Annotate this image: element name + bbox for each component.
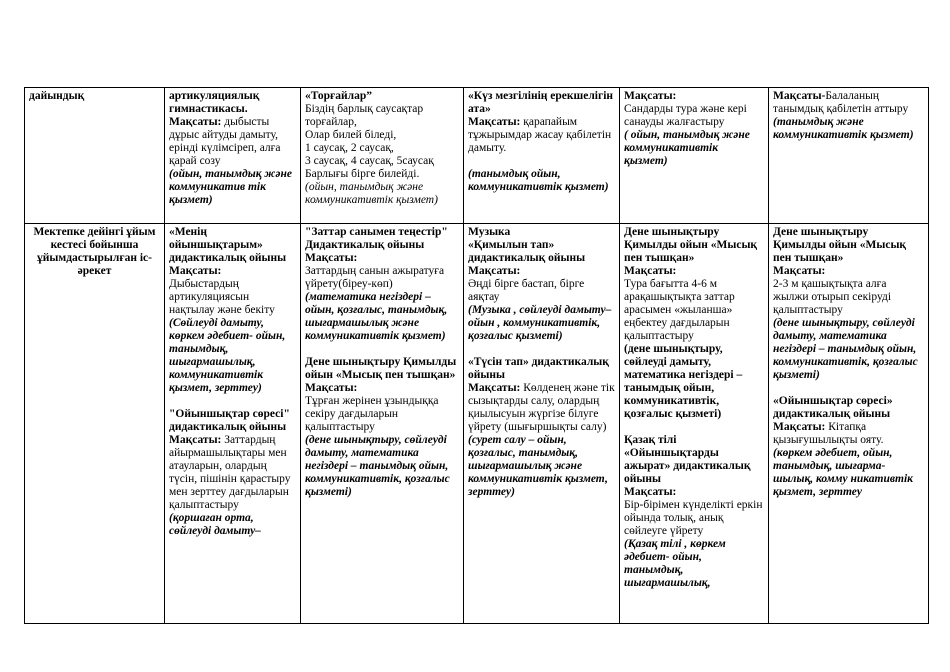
paragraph-text: 1 саусақ, 2 саусақ,: [305, 142, 394, 154]
paragraph-text: артикуляциялық гимнастикасы.: [169, 90, 260, 115]
cell-paragraph: [773, 447, 924, 499]
cell-paragraph: [624, 278, 764, 343]
cell-monday-activity: [165, 224, 301, 624]
cell-paragraph: [624, 343, 764, 421]
paragraph-text: Мақсаты:: [773, 265, 826, 277]
paragraph-text: Барлығы бірге билейді.: [305, 168, 420, 180]
lesson-plan-table: [24, 87, 929, 624]
cell-paragraph: [468, 265, 615, 278]
paragraph-text: 2-3 м қашықтықта алға жылжи отырып секіруді қалыптастыру: [773, 278, 892, 316]
cell-paragraph: [305, 395, 459, 434]
paragraph-text: Дене шынықтыру Қимылды ойын «Мысық пен тышқан»: [624, 226, 758, 264]
cell-paragraph: [305, 356, 459, 382]
cell-paragraph: [468, 239, 615, 265]
table-row-organized-activity: [25, 224, 929, 624]
paragraph-text: (ойын, танымдық және коммуникативтік қызмет): [305, 181, 438, 206]
cell-paragraph: [468, 168, 615, 194]
paragraph-text: «Ойыншықтарды ажырат» дидактикалық ойыны: [624, 447, 751, 485]
cell-thursday-prep: [620, 88, 769, 224]
paragraph-text: Дене шынықтыру Қимылды ойын «Мысық пен тышқан»: [773, 226, 907, 264]
paragraph-text: Қазақ тілі: [624, 434, 677, 446]
paragraph-gap: [468, 343, 615, 356]
paragraph-text: Мақсаты-: [773, 90, 826, 102]
paragraph-text: «Түсін тап» дидактикалық ойыны: [468, 356, 609, 381]
paragraph-continuation: Көлденең және тік сызықтарды салу, олардың қиылысуын жүргізе білуге үйрету (шығыршықты салу): [468, 382, 615, 433]
cell-paragraph: [169, 512, 296, 538]
paragraph-text: (қоршаған орта, сөйлеуді дамыту–: [169, 512, 261, 537]
cell-paragraph: [305, 434, 459, 499]
row-header-preparation: дайындық: [25, 88, 165, 224]
paragraph-text: «Күз мезгілінің ерекшелігін ата»: [468, 90, 614, 115]
cell-paragraph: [624, 499, 764, 538]
paragraph-text: (дене шынықтыру, сөйлеуді дамыту, математика негіздері – танымдық ойын, коммуникативтік, қозғалыс қызметі): [624, 343, 743, 420]
paragraph-text: Тура бағытта 4-6 м арақашықтықта заттар арасымен «жыланша» еңбектеу дағдыларын қалыптастыру: [624, 278, 735, 342]
paragraph-continuation: Балаланың танымдық қабілетін аттыру: [773, 90, 909, 115]
cell-paragraph: [468, 90, 615, 116]
cell-paragraph: [305, 252, 459, 265]
paragraph-text: Мақсаты:: [305, 252, 358, 264]
cell-paragraph: [773, 395, 924, 421]
paragraph-text: Мақсаты:: [305, 382, 358, 394]
paragraph-text: Мақсаты:: [169, 265, 222, 277]
paragraph-text: Бір-бірімен күнделікті еркін ойында толық, анық сөйлеуге үйрету: [624, 499, 763, 537]
paragraph-text: (көркем әдебиет, ойын, танымдық, шығарма-шылық, комму никативтік қызмет, зерттеу: [773, 447, 913, 498]
paragraph-gap: [169, 395, 296, 408]
paragraph-text: Мақсаты:: [169, 116, 222, 128]
paragraph-text: Сандарды тура және кері санауды жалғастыру: [624, 103, 747, 128]
paragraph-text: Заттардың санын ажыратуға үйрету(біреу-көп): [305, 265, 445, 290]
paragraph-text: Дыбыстардың артикуляциясын нақтылау және бекіту: [169, 278, 275, 316]
cell-paragraph: [169, 168, 296, 207]
cell-paragraph: [169, 278, 296, 317]
cell-paragraph: [305, 382, 459, 395]
cell-paragraph: [169, 434, 296, 512]
paragraph-continuation: Заттардың айырмашылықтары мен атауларын, олардың түсін, пішінін қарастыру мен зерттеу дағдыларын қалыптастыру: [169, 434, 291, 511]
cell-paragraph: [468, 434, 615, 499]
cell-paragraph: [305, 291, 459, 343]
cell-paragraph: [624, 434, 764, 447]
cell-paragraph: [773, 265, 924, 278]
paragraph-continuation: қарапайым тұжырымдар жасау қабілетін дамыту.: [468, 116, 612, 154]
cell-paragraph: [624, 90, 764, 103]
cell-paragraph: [305, 265, 459, 291]
cell-monday-prep: [165, 88, 301, 224]
paragraph-text: Мақсаты:: [624, 90, 677, 102]
cell-paragraph: [468, 226, 615, 239]
cell-paragraph: [624, 103, 764, 129]
paragraph-text: (Сөйлеуді дамыту, көркем әдебиет- ойын, танымдық, шығармашылық, коммуникативтік қызмет, зерттеу): [169, 317, 286, 394]
cell-paragraph: [305, 129, 459, 142]
cell-paragraph: [305, 168, 459, 181]
cell-paragraph: [468, 356, 615, 382]
paragraph-text: Дене шынықтыру Қимылды ойын «Мысық пен тышқан»: [305, 356, 457, 381]
cell-paragraph: [305, 155, 459, 168]
paragraph-text: 3 саусақ, 4 саусақ, 5саусақ: [305, 155, 434, 167]
cell-paragraph: [169, 408, 296, 434]
paragraph-text: (танымдық ойын, коммуникативтік қызмет): [468, 168, 609, 193]
cell-paragraph: [624, 265, 764, 278]
cell-wednesday-activity: [464, 224, 620, 624]
paragraph-gap: [624, 421, 764, 434]
cell-paragraph: [169, 226, 296, 265]
paragraph-text: Мақсаты:: [468, 116, 521, 128]
cell-paragraph: [169, 265, 296, 278]
cell-paragraph: [624, 129, 764, 168]
paragraph-text: «Қимылын тап» дидактикалық ойыны: [468, 239, 586, 264]
row-header-organized-activity: Мектепке дейінгі ұйым кестесі бойынша ұйымдастырылған іс-әрекет: [25, 224, 165, 624]
cell-paragraph: [773, 90, 924, 116]
paragraph-continuation: дыбысты дұрыс айтуды дамыту, ерінді күлімсіреп, алға қарай созу: [169, 116, 281, 167]
cell-paragraph: [169, 90, 296, 116]
cell-paragraph: [468, 278, 615, 304]
table-row-preparation: [25, 88, 929, 224]
cell-paragraph: [468, 304, 615, 343]
paragraph-text: ( ойын, танымдық және коммуникативтік қызмет): [624, 129, 750, 167]
paragraph-text: (математика негіздері – ойын, қозғалыс, танымдық, шығармашылық және коммуникативтік қызмет): [305, 291, 448, 342]
cell-paragraph: [305, 142, 459, 155]
cell-thursday-activity: [620, 224, 769, 624]
paragraph-gap: [468, 155, 615, 168]
paragraph-text: Мақсаты:: [624, 486, 677, 498]
cell-wednesday-prep: [464, 88, 620, 224]
paragraph-text: Біздің барлық саусақтар торғайлар,: [305, 103, 424, 128]
cell-paragraph: [305, 226, 459, 252]
cell-paragraph: [624, 486, 764, 499]
cell-friday-activity: [769, 224, 929, 624]
paragraph-text: Тұрған жерінен ұзындыққа секіру дағдыларын қалыптастыру: [305, 395, 439, 433]
cell-paragraph: [773, 116, 924, 142]
cell-paragraph: [468, 116, 615, 155]
paragraph-text: (дене шынықтыру, сөйлеуді дамыту, математика негіздері – танымдық ойын, коммуникативтік, қозғалыс қызметі): [773, 317, 918, 381]
cell-paragraph: [169, 317, 296, 395]
paragraph-text: (дене шынықтыру, сөйлеуді дамыту, математика негіздері – танымдық ойын, коммуникативтік, қозғалыс қызметі): [305, 434, 450, 498]
cell-paragraph: [773, 317, 924, 382]
cell-paragraph: [169, 116, 296, 168]
paragraph-text: Мақсаты:: [468, 265, 521, 277]
paragraph-text: Мақсаты:: [624, 265, 677, 277]
cell-paragraph: [624, 538, 764, 590]
cell-friday-prep: [769, 88, 929, 224]
paragraph-text: Олар билей біледі,: [305, 129, 397, 141]
paragraph-text: «Ойыншықтар сөресі» дидактикалық ойыны: [773, 395, 893, 420]
paragraph-text: Мақсаты:: [468, 382, 521, 394]
paragraph-text: «Торғайлар”: [305, 90, 372, 102]
paragraph-gap: [773, 382, 924, 395]
paragraph-text: Музыка: [468, 226, 511, 238]
paragraph-text: (Қазақ тілі , көркем әдебиет- ойын, танымдық, шығармашылық,: [624, 538, 726, 589]
paragraph-text: «Менің ойыншықтарым» дидактикалық ойыны: [169, 226, 287, 264]
cell-paragraph: [773, 278, 924, 317]
cell-paragraph: [305, 181, 459, 207]
cell-tuesday-prep: [301, 88, 464, 224]
paragraph-text: Мақсаты:: [773, 421, 826, 433]
paragraph-text: (танымдық және коммуникативтік қызмет): [773, 116, 914, 141]
cell-paragraph: [773, 226, 924, 265]
paragraph-gap: [305, 343, 459, 356]
cell-paragraph: [624, 447, 764, 486]
cell-paragraph: [773, 421, 924, 447]
paragraph-text: (сурет салу – ойын, қозғалыс, танымдық, шығармашылық және коммуникативтік қызмет, зерттеу): [468, 434, 608, 498]
paragraph-text: (Музыка , сөйлеуді дамыту– ойын , коммуникативтік, қозғалыс қызметі): [468, 304, 612, 342]
paragraph-continuation: Кітапқа қызығушылықты ояту.: [773, 421, 884, 446]
cell-tuesday-activity: [301, 224, 464, 624]
paragraph-text: (ойын, танымдық және коммуникатив тік қызмет): [169, 168, 292, 206]
paragraph-text: Әңді бірге бастап, бірге аяқтау: [468, 278, 585, 303]
cell-paragraph: [305, 103, 459, 129]
cell-paragraph: [305, 90, 459, 103]
cell-paragraph: [624, 226, 764, 265]
paragraph-text: "Заттар санымен теңестір" Дидактикалық ойыны: [305, 226, 448, 251]
paragraph-text: "Ойыншықтар сөресі" дидактикалық ойыны: [169, 408, 290, 433]
paragraph-text: Мақсаты:: [169, 434, 222, 446]
cell-paragraph: [468, 382, 615, 434]
